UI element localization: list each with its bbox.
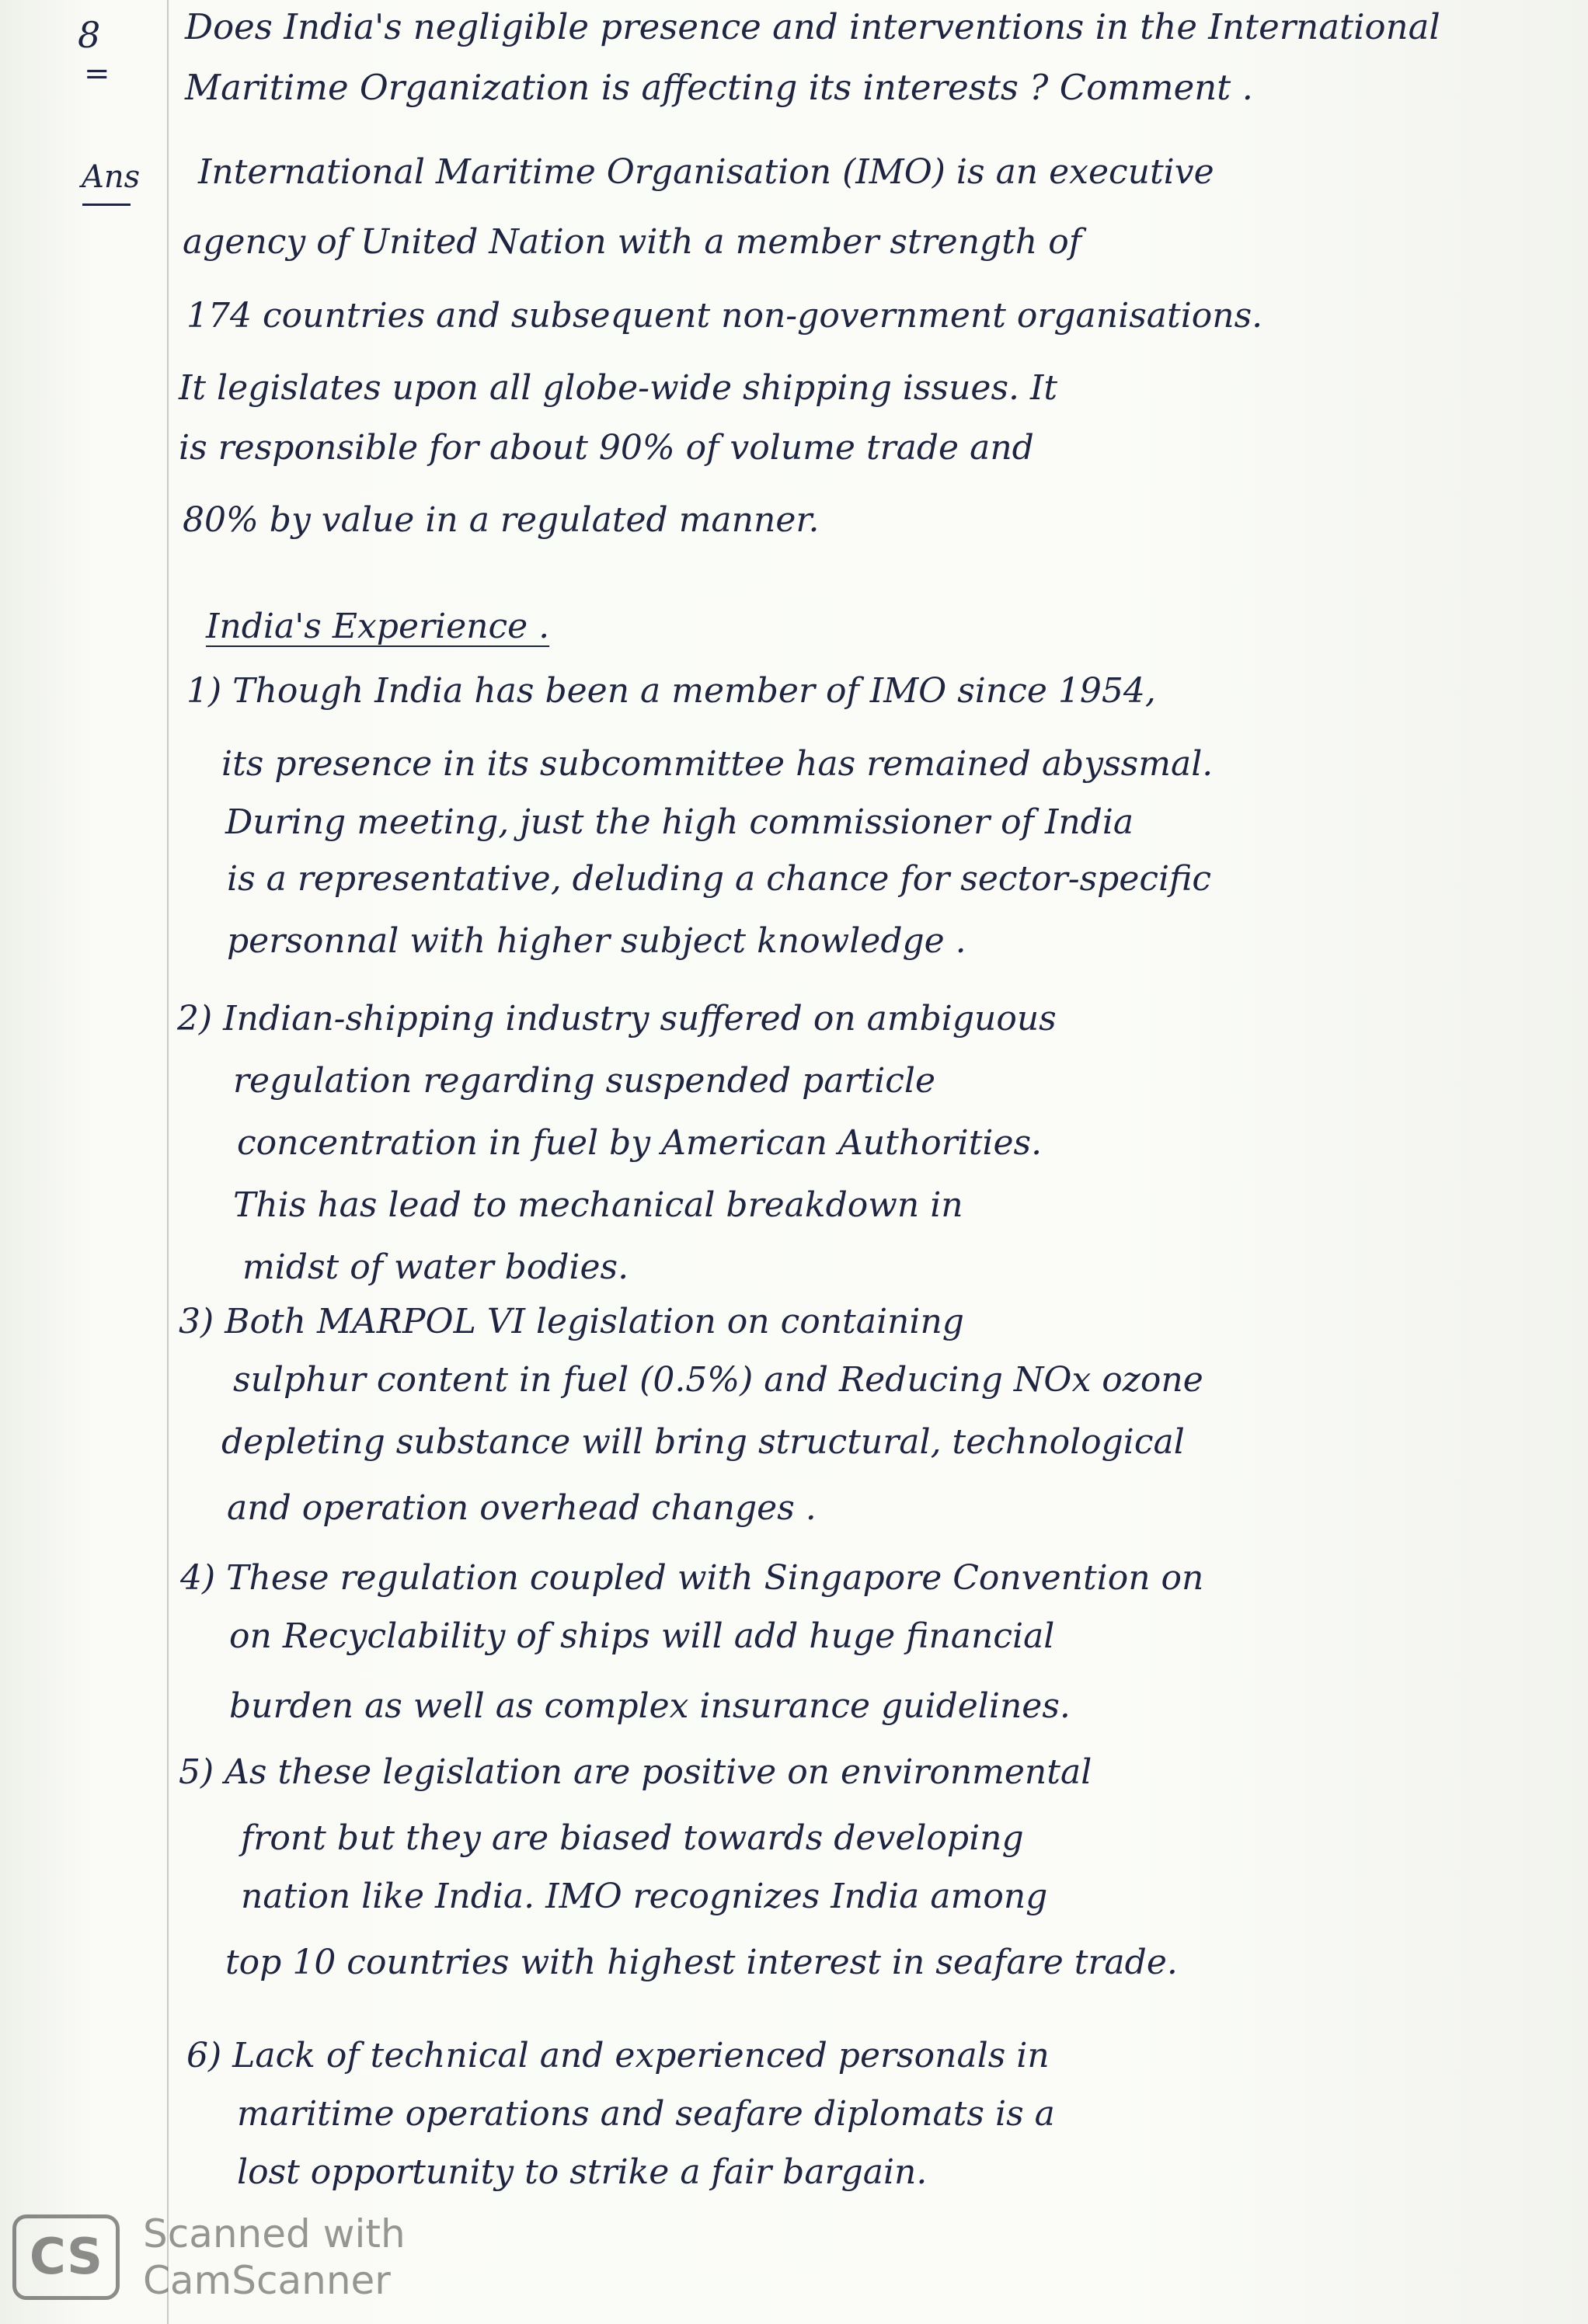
question-line-1: Does India's negligible presence and interventions in the International [185, 6, 1440, 47]
point-2-line-5: midst of water bodies. [242, 1247, 629, 1287]
answer-label: Ans [82, 159, 141, 195]
point-6-line-1: 6) Lack of technical and experienced personals in [186, 2036, 1050, 2075]
point-1-line-4: is a representative, deluding a chance for sector-specific [227, 859, 1212, 899]
watermark-line-2: CamScanner [143, 2258, 391, 2303]
intro-line-1: International Maritime Organisation (IMO) is an executive [198, 152, 1214, 192]
point-1-line-5: personnal with higher subject knowledge . [227, 921, 966, 961]
camscanner-watermark [12, 2211, 406, 2304]
intro-line-2: agency of United Nation with a member strength of [183, 222, 1081, 262]
point-5-line-4: top 10 countries with highest interest in seafare trade. [225, 1943, 1178, 1982]
point-5-line-2: front but they are biased towards developing [241, 1818, 1024, 1858]
camscanner-logo: CS [12, 2214, 120, 2300]
point-3-line-2: sulphur content in fuel (0.5%) and Reducing NOx ozone [233, 1360, 1203, 1400]
intro-line-4: It legislates upon all globe-wide shipping issues. It [179, 368, 1058, 408]
point-1-line-1: 1) Though India has been a member of IMO since 1954, [186, 671, 1156, 711]
margin-line [167, 0, 169, 2324]
question-number-mark: = [84, 56, 110, 92]
point-2-line-2: regulation regarding suspended particle [233, 1061, 936, 1101]
point-5-line-1: 5) As these legislation are positive on environmental [179, 1752, 1092, 1792]
intro-line-3: 174 countries and subsequent non-government organisations. [186, 296, 1263, 336]
point-2-line-4: This has lead to mechanical breakdown in [233, 1185, 963, 1225]
point-6-line-3: lost opportunity to strike a fair bargain. [237, 2152, 928, 2192]
point-1-line-2: its presence in its subcommittee has remained abyssmal. [221, 744, 1214, 784]
question-line-2: Maritime Organization is affecting its interests ? Comment . [185, 67, 1253, 108]
section-heading: India's Experience . [206, 607, 550, 646]
point-1-line-3: During meeting, just the high commissioner of India [225, 802, 1134, 842]
point-6-line-2: maritime operations and seafare diplomats is a [237, 2094, 1055, 2134]
intro-line-5: is responsible for about 90% of volume trade and [179, 428, 1034, 468]
question-number: 8 [78, 14, 101, 56]
camscanner-text [143, 2211, 406, 2304]
point-4-line-2: on Recyclability of ships will add huge financial [229, 1616, 1055, 1656]
answer-label-underline [82, 204, 131, 206]
point-2-line-3: concentration in fuel by American Authorities. [237, 1123, 1043, 1163]
point-3-line-1: 3) Both MARPOL VI legislation on containing [179, 1302, 964, 1341]
point-4-line-3: burden as well as complex insurance guidelines. [229, 1686, 1071, 1726]
point-4-line-1: 4) These regulation coupled with Singapore Convention on [180, 1558, 1204, 1598]
point-5-line-3: nation like India. IMO recognizes India among [241, 1877, 1048, 1916]
watermark-line-1: Scanned with [143, 2211, 406, 2256]
point-2-line-1: 2) Indian-shipping industry suffered on ambiguous [177, 999, 1057, 1038]
point-3-line-3: depleting substance will bring structural, technological [221, 1422, 1185, 1462]
point-3-line-4: and operation overhead changes . [227, 1488, 817, 1528]
intro-line-6: 80% by value in a regulated manner. [183, 500, 820, 540]
